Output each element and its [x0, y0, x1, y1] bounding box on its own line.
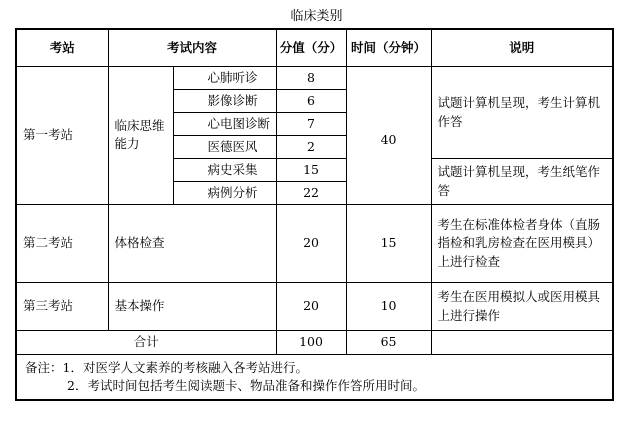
station1-note-b: 试题计算机呈现，考生纸笔作答 — [431, 159, 613, 205]
total-note-empty — [431, 331, 613, 355]
station3-score: 20 — [276, 283, 346, 331]
item-score: 7 — [276, 113, 346, 136]
total-score: 100 — [276, 331, 346, 355]
item-score: 8 — [276, 67, 346, 90]
table-row — [16, 205, 613, 283]
station1-category: 临床思维能力 — [108, 67, 173, 205]
table-row — [16, 67, 613, 90]
header-row — [16, 29, 613, 67]
header-score: 分值（分） — [276, 29, 346, 67]
table-row — [16, 283, 613, 331]
remarks-row — [16, 355, 613, 401]
station1-name: 第一考站 — [16, 67, 108, 205]
item-label: 心电图诊断 — [173, 113, 276, 136]
total-label: 合计 — [16, 331, 276, 355]
station2-name: 第二考站 — [16, 205, 108, 283]
station2-note: 考生在标准体检者身体（直肠指检和乳房检查在医用模具）上进行检查 — [431, 205, 613, 283]
station3-name: 第三考站 — [16, 283, 108, 331]
station2-time: 15 — [346, 205, 431, 283]
item-score: 2 — [276, 136, 346, 159]
item-label: 影像诊断 — [173, 90, 276, 113]
header-content: 考试内容 — [108, 29, 276, 67]
station3-time: 10 — [346, 283, 431, 331]
item-score: 6 — [276, 90, 346, 113]
header-time: 时间（分钟） — [346, 29, 431, 67]
table-title: 临床类别 — [290, 9, 343, 24]
remark-line-2: 2．考试时间包括考生阅读题卡、物品准备和操作作答所用时间。 — [67, 378, 425, 394]
item-score: 22 — [276, 182, 346, 205]
total-row — [16, 331, 613, 355]
station2-content: 体格检查 — [108, 205, 276, 283]
item-label: 心肺听诊 — [173, 67, 276, 90]
remarks — [16, 355, 613, 401]
header-station: 考站 — [16, 29, 108, 67]
item-label: 病史采集 — [173, 159, 276, 182]
item-score: 15 — [276, 159, 346, 182]
total-time: 65 — [346, 331, 431, 355]
remark-line-1: 备注：1．对医学人文素养的考核融入各考站进行。 — [25, 360, 308, 375]
exam-table — [15, 28, 614, 401]
station3-note: 考生在医用模拟人或医用模具上进行操作 — [431, 283, 613, 331]
station3-content: 基本操作 — [108, 283, 276, 331]
item-label: 医德医风 — [173, 136, 276, 159]
station2-score: 20 — [276, 205, 346, 283]
station1-time: 40 — [346, 67, 431, 205]
station1-note-a: 试题计算机呈现，考生计算机作答 — [431, 67, 613, 159]
item-label: 病例分析 — [173, 182, 276, 205]
header-note: 说明 — [431, 29, 613, 67]
